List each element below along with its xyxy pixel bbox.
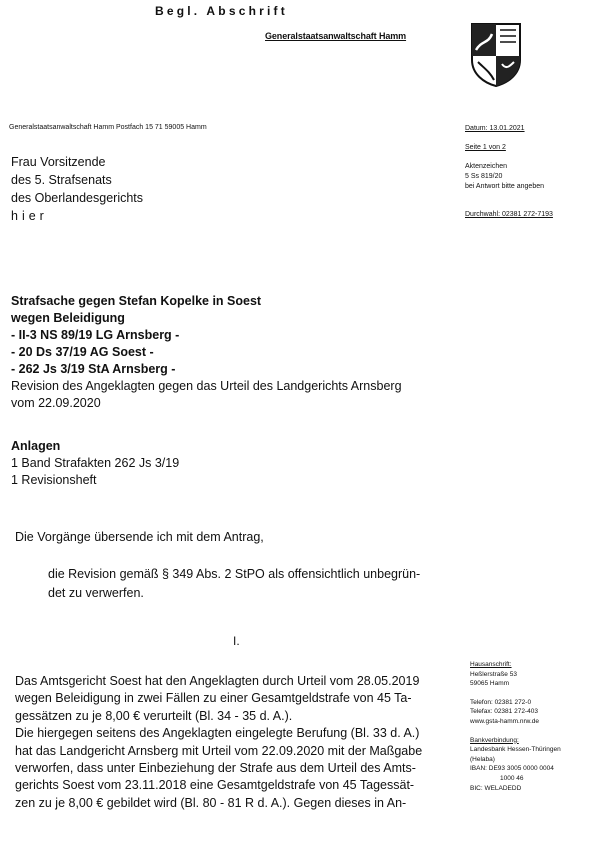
body-line: gerichts Soest vom 23.11.2018 eine Gesamtgeldstrafe von 45 Tagessät- [15, 778, 415, 793]
authority-header: Generalstaatsanwaltschaft Hamm [265, 31, 407, 41]
motion-line: die Revision gemäß § 349 Abs. 2 StPO als offensichtlich unbegrün- [48, 567, 421, 581]
body-line: hat das Landgericht Arnsberg mit Urteil vom 22.09.2020 mit der Maßgabe [15, 743, 423, 758]
intro-sentence: Die Vorgänge übersende ich mit dem Antrag, [15, 530, 264, 544]
addressee-line: des Oberlandesgerichts [11, 191, 144, 205]
body-paragraph [15, 673, 455, 812]
addressee-line: des 5. Strafsenats [11, 173, 112, 187]
section-number: I. [233, 634, 240, 648]
page-count: Seite 1 von 2 [465, 144, 506, 151]
addressee-line: Frau Vorsitzende [11, 155, 106, 169]
attachments-block [11, 438, 179, 489]
case-subject: Revision des Angeklagten gegen das Urteil des Landgerichts Arnsberg [11, 379, 402, 393]
attachments-heading: Anlagen [11, 439, 61, 453]
case-subject: vom 22.09.2020 [11, 396, 101, 410]
addressee-block [11, 153, 143, 225]
website: www.gsta-hamm.nrw.de [470, 717, 539, 725]
body-line: wegen Beleidigung in zwei Fällen zu einer Gesamtgeldstrafe von 45 Ta- [15, 691, 412, 706]
phone-extension: Durchwahl: 02381 272-7193 [465, 211, 553, 218]
city: 59065 Hamm [470, 680, 510, 688]
phone: Telefon: 02381 272-0 [470, 698, 532, 706]
case-offense: wegen Beleidigung [11, 311, 125, 325]
bank-name: Landesbank Hessen-Thüringen [470, 746, 561, 754]
case-ref: - II-3 NS 89/19 LG Arnsberg - [11, 328, 180, 342]
motion-block [48, 565, 420, 603]
attachment-item: 1 Band Strafakten 262 Js 3/19 [11, 456, 180, 470]
document-meta [465, 124, 553, 220]
iban: IBAN: DE93 3005 0000 0004 [470, 765, 554, 773]
motion-line: det zu verwerfen. [48, 586, 144, 600]
fax: Telefax: 02381 272-403 [470, 708, 538, 716]
case-ref: - 20 Ds 37/19 AG Soest - [11, 345, 154, 359]
body-line: Die hiergegen seitens des Angeklagten eingelegte Berufung (Bl. 33 d. A.) [15, 726, 420, 741]
body-line: zen zu je 8,00 € gebildet wird (Bl. 80 - 81 R d. A.). Gegen dieses in An- [15, 795, 407, 810]
addressee-line: hier [11, 209, 48, 223]
body-line: gessätzen zu je 8,00 € verurteilt (Bl. 34 - 35 d. A.). [15, 708, 293, 723]
file-ref-label: Aktenzeichen [465, 163, 508, 170]
bank-short: (Helaba) [470, 755, 495, 763]
contact-sidebar [470, 660, 561, 793]
reply-note: bei Antwort bitte angeben [465, 183, 545, 190]
body-line: verworfen, dass unter Einbeziehung der Strafe aus dem Urteil des Amts- [15, 761, 416, 776]
case-block [11, 293, 402, 412]
file-ref: 5 Ss 819/20 [465, 173, 503, 180]
sender-address-line: Generalstaatsanwaltschaft Hamm Postfach 15 71 59005 Hamm [9, 124, 207, 131]
body-line: Das Amtsgericht Soest hat den Angeklagten durch Urteil vom 28.05.2019 [15, 674, 420, 688]
bic: BIC: WELADEDD [470, 784, 522, 792]
address-label: Hausanschrift: [470, 661, 512, 668]
case-ref: - 262 Js 3/19 StA Arnsberg - [11, 362, 176, 376]
coat-of-arms-icon [470, 22, 522, 88]
iban-continued: 1000 46 [500, 774, 524, 782]
case-title: Strafsache gegen Stefan Kopelke in Soest [11, 294, 262, 308]
certified-copy-stamp: Begl. Abschrift [155, 4, 288, 18]
date: Datum: 13.01.2021 [465, 125, 525, 132]
street: Heßlerstraße 53 [470, 670, 517, 678]
bank-label: Bankverbindung: [470, 736, 519, 744]
attachment-item: 1 Revisionsheft [11, 473, 97, 487]
